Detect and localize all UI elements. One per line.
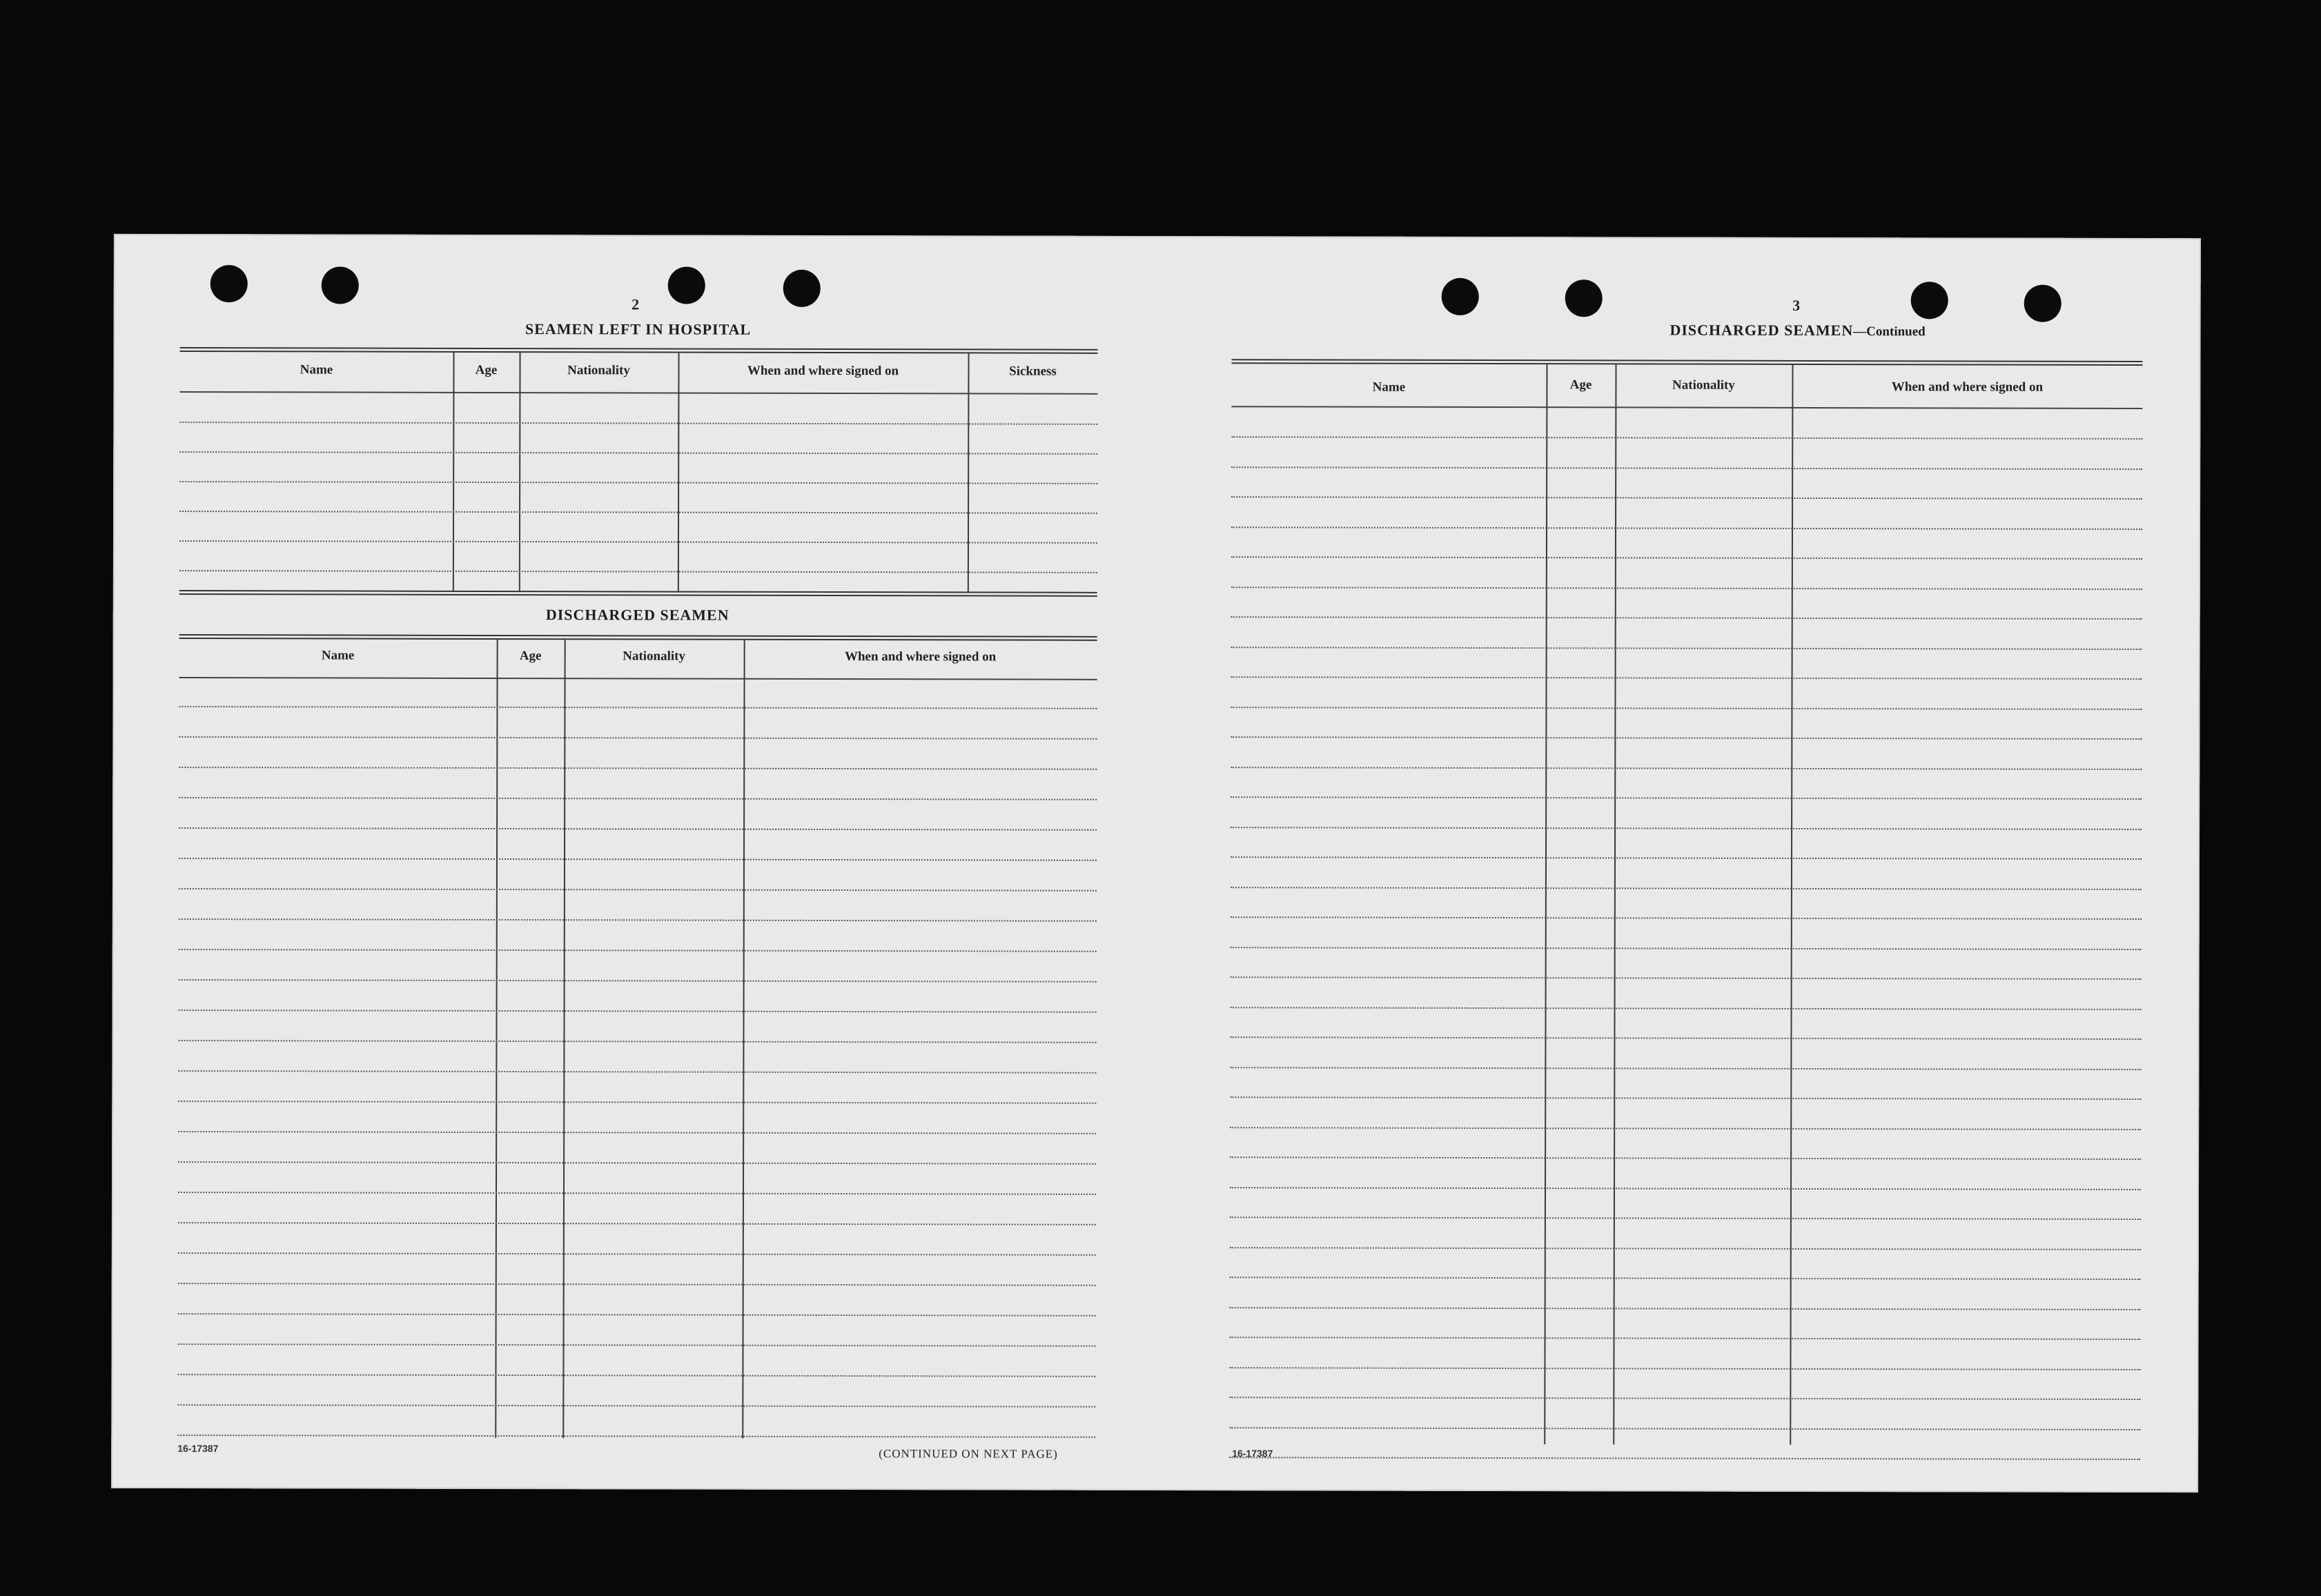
column-header-signed-on: When and where signed on (747, 363, 899, 379)
entry-row-line (1231, 526, 2142, 530)
entry-row-line (1230, 1337, 2141, 1340)
entry-row-line (1231, 556, 2142, 560)
entry-row-line (1231, 707, 2142, 710)
entry-row-line (179, 888, 1097, 891)
discharged-table (177, 634, 1097, 1442)
entry-row-line (1230, 1067, 2141, 1070)
entry-row-line (178, 1283, 1096, 1286)
entry-row-line (1229, 1397, 2140, 1400)
entry-row-line (1230, 1247, 2141, 1250)
entry-row-line (1230, 1096, 2141, 1100)
entry-row-line (179, 451, 1097, 455)
entry-row-line (179, 797, 1097, 800)
continued-suffix: —Continued (1853, 324, 1926, 339)
entry-row-line (177, 1435, 1095, 1438)
entry-row-line (178, 1252, 1096, 1256)
entry-row-line (179, 767, 1097, 770)
entry-row-line (1230, 1277, 2141, 1280)
entry-row-line (178, 1222, 1096, 1225)
discharged-continued-title (1605, 321, 1991, 339)
entry-row-line (1230, 1187, 2141, 1190)
entry-row-line (178, 1313, 1096, 1317)
continued-note: (CONTINUED ON NEXT PAGE) (879, 1447, 1058, 1461)
entry-row-line (178, 1101, 1096, 1104)
entry-row-line (178, 1192, 1096, 1195)
entry-row-line (1231, 947, 2142, 950)
column-header-age: Age (475, 362, 498, 377)
form-number: 16-17387 (1232, 1448, 1273, 1459)
hospital-section-title: SEAMEN LEFT IN HOSPITAL (525, 320, 752, 338)
entry-row-line (1231, 647, 2142, 650)
right-page (1229, 236, 2201, 1492)
entry-row-line (1231, 587, 2142, 590)
column-header-age: Age (519, 649, 542, 664)
entry-row-line (1231, 436, 2142, 440)
entry-row-line (179, 858, 1097, 861)
entry-row-line (1231, 496, 2142, 500)
entry-row-line (179, 570, 1097, 573)
entry-row-line (178, 1161, 1096, 1165)
column-header-name: Name (300, 362, 333, 377)
entry-row-line (178, 1131, 1096, 1134)
entry-row-line (179, 827, 1097, 831)
entry-row-line (1231, 466, 2142, 470)
hospital-table (179, 347, 1098, 598)
form-sheet (111, 234, 2201, 1492)
column-header-nationality: Nationality (567, 363, 630, 378)
column-header-sickness: Sickness (1009, 364, 1057, 379)
entry-row-line (1231, 767, 2142, 770)
column-header-age: Age (1569, 377, 1592, 393)
entry-row-line (179, 736, 1097, 740)
column-header-nationality: Nationality (623, 649, 686, 664)
entry-row-line (1229, 1367, 2140, 1370)
entry-row-line (179, 979, 1097, 983)
form-number: 16-17387 (177, 1443, 219, 1455)
entry-row-line (1230, 1036, 2141, 1040)
entry-row-line (1231, 916, 2142, 920)
page-number: 3 (1792, 296, 1801, 314)
entry-row-line (179, 540, 1097, 544)
entry-row-line (1230, 1156, 2141, 1160)
entry-row-line (178, 1343, 1096, 1347)
entry-row-line (1231, 796, 2142, 800)
entry-row-line (179, 511, 1097, 514)
discharged-section-title: DISCHARGED SEAMEN (545, 606, 729, 624)
entry-row-line (1230, 1216, 2141, 1220)
column-header-signed-on: When and where signed on (844, 649, 997, 664)
entry-row-line (177, 1404, 1095, 1408)
entry-row-line (179, 1009, 1097, 1013)
section-title-text: DISCHARGED SEAMEN (1669, 321, 1854, 339)
entry-row-line (179, 918, 1097, 922)
entry-row-line (1231, 1007, 2142, 1010)
entry-row-line (1229, 1427, 2140, 1430)
entry-row-line (1229, 1457, 2140, 1460)
entry-row-line (1231, 616, 2142, 620)
column-header-name: Name (1372, 380, 1406, 395)
column-header-nationality: Nationality (1672, 377, 1735, 393)
entry-row-line (178, 1070, 1096, 1074)
entry-row-line (1230, 1307, 2141, 1310)
discharged-continued-table (1229, 359, 2142, 1447)
entry-row-line (1231, 736, 2142, 740)
page-number: 2 (631, 295, 640, 313)
left-page (111, 234, 1232, 1490)
entry-row-line (1230, 1127, 2141, 1130)
entry-row-line (179, 422, 1097, 425)
entry-row-line (1231, 676, 2142, 680)
entry-row-line (177, 1374, 1095, 1377)
entry-row-line (179, 481, 1097, 484)
column-header-signed-on: When and where signed on (1891, 380, 2044, 395)
entry-row-line (179, 949, 1097, 952)
entry-row-line (178, 1040, 1096, 1043)
entry-row-line (1231, 887, 2142, 890)
entry-row-line (1231, 827, 2142, 830)
entry-row-line (1231, 976, 2142, 980)
column-header-name: Name (321, 648, 355, 663)
entry-row-line (1231, 856, 2142, 860)
entry-row-line (179, 706, 1097, 709)
